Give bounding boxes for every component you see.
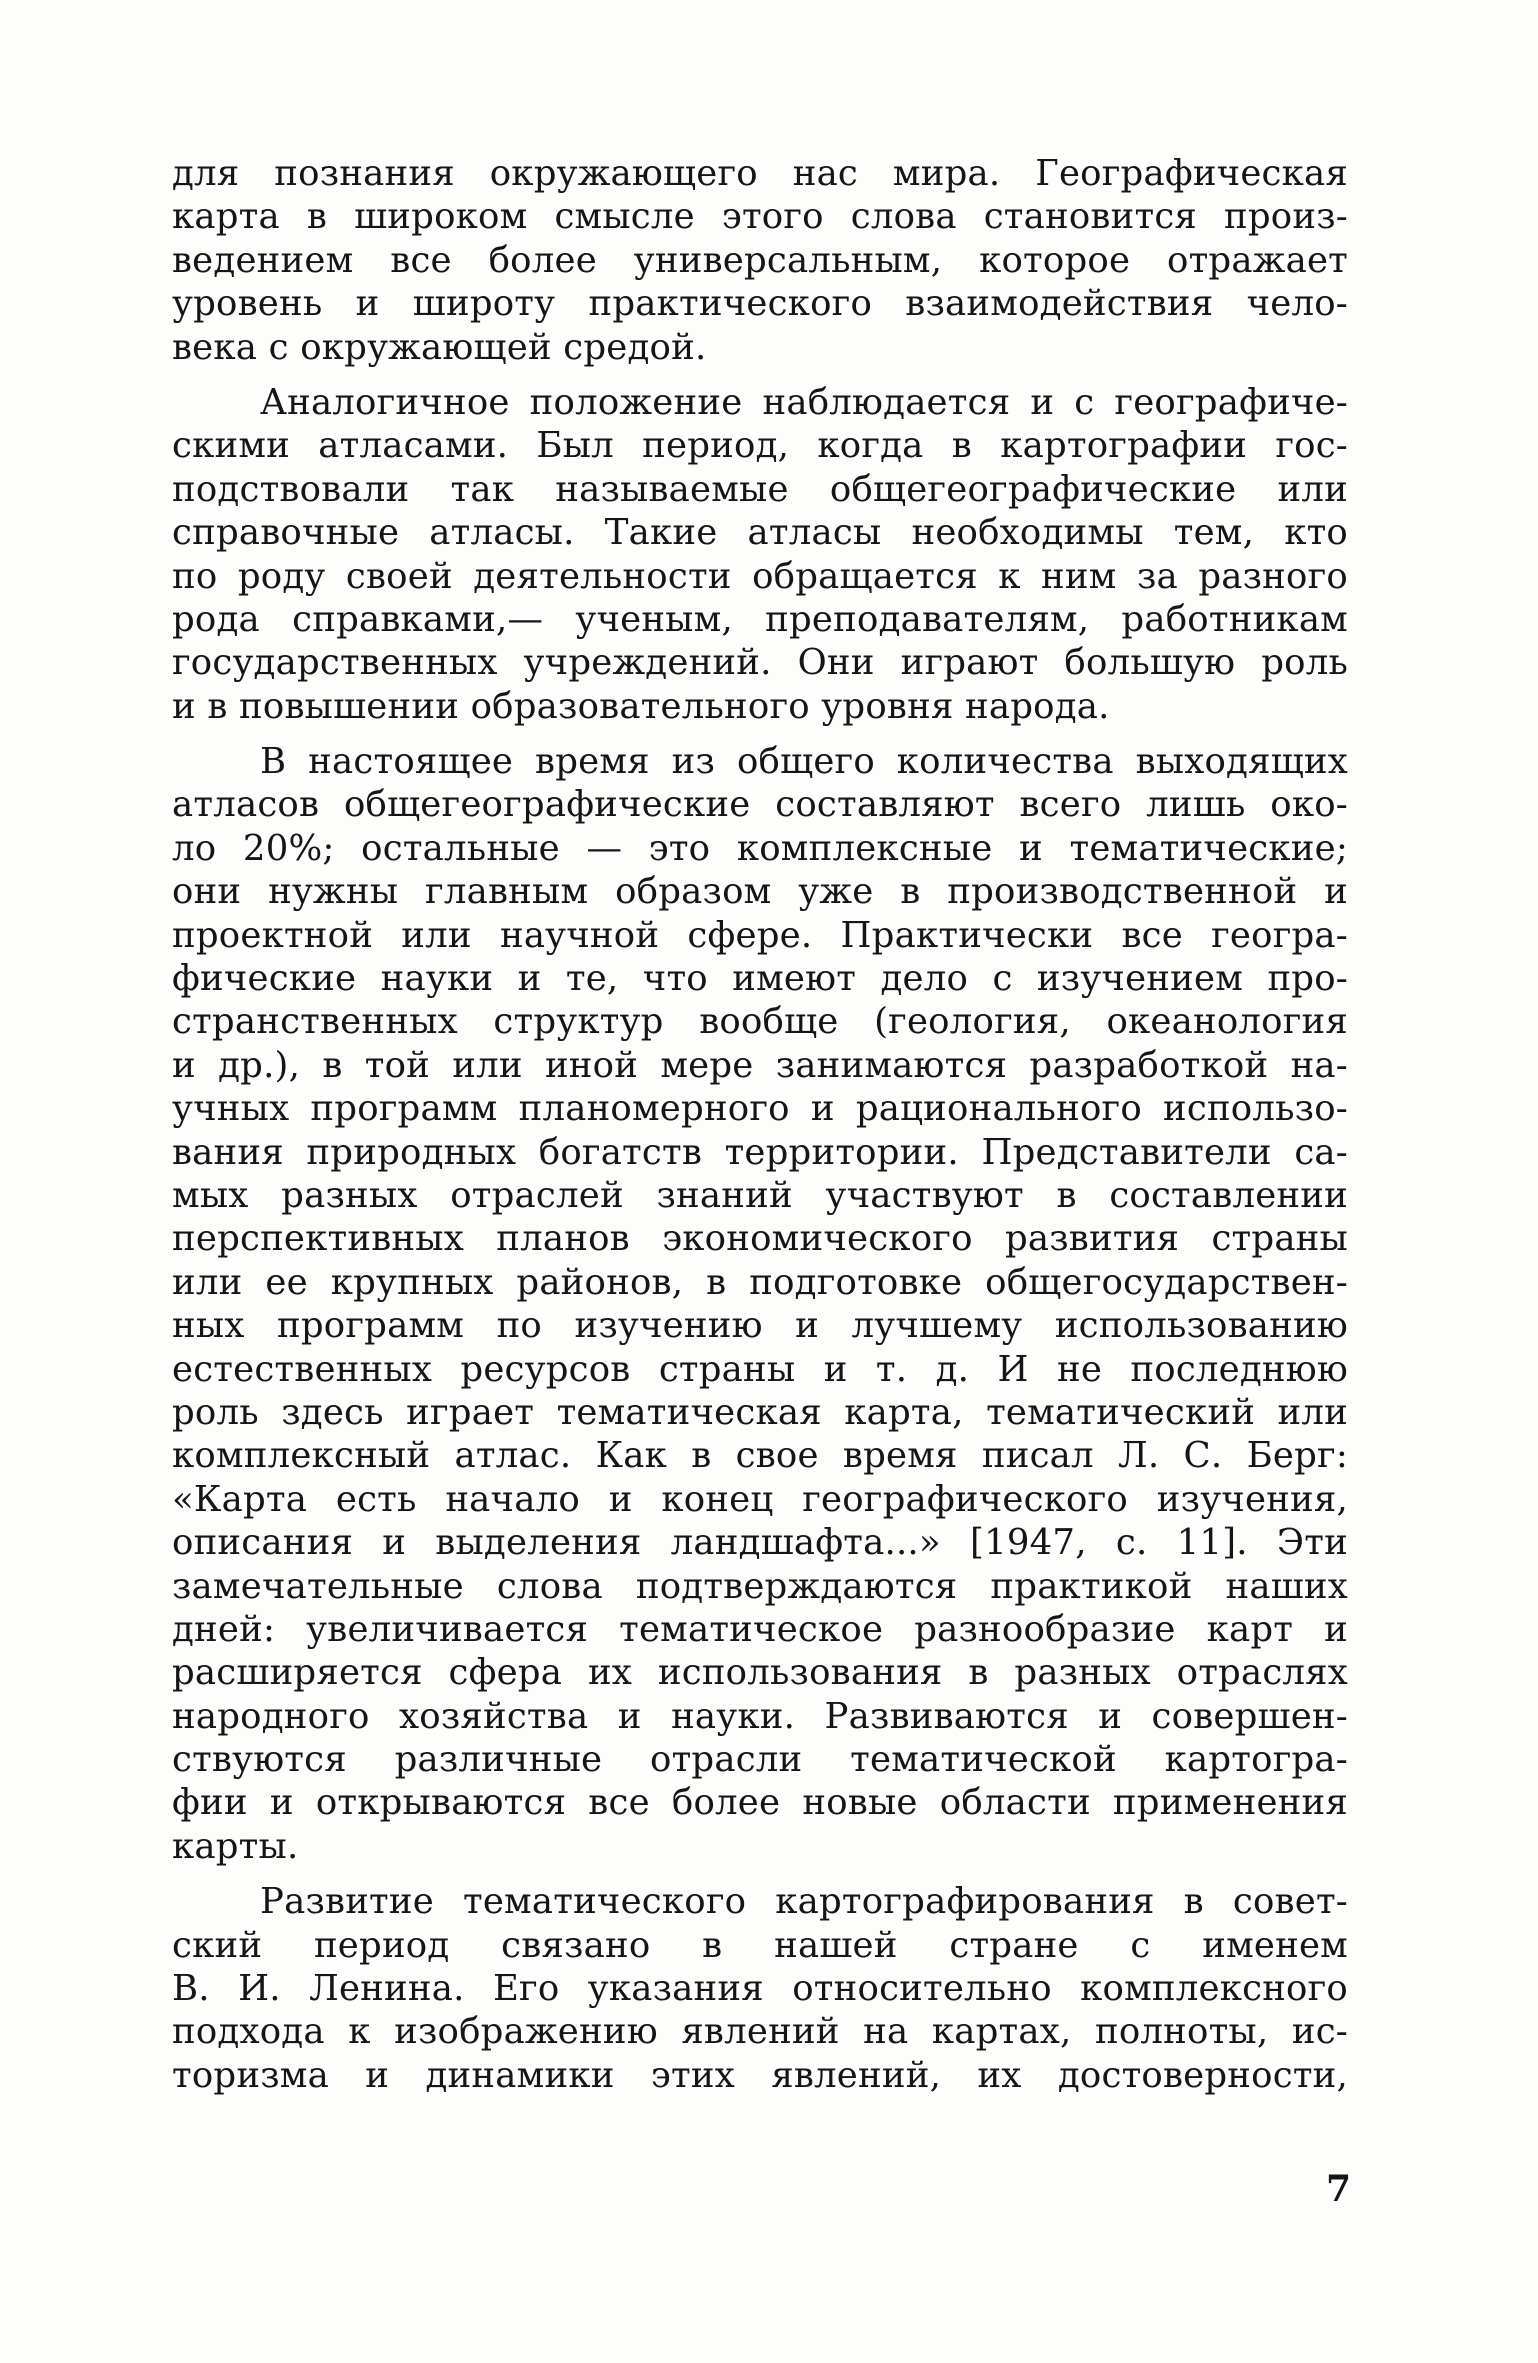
- paragraph-4: [172, 1880, 1348, 2097]
- text-line: фии и открываются все более новые области применения: [172, 1782, 1348, 1824]
- text-line: «Карта есть начало и конец географического изучения,: [172, 1478, 1348, 1520]
- text-line: учных программ планомерного и рационального использо-: [172, 1088, 1348, 1130]
- text-line: В настоящее время из общего количества выходящих: [260, 741, 1348, 783]
- text-line: перспективных планов экономического развития страны: [172, 1218, 1348, 1260]
- text-line: проектной или научной сфере. Практически все геогра-: [172, 914, 1348, 956]
- text-line: странственных структур вообще (геология, океанология: [172, 1001, 1348, 1043]
- text-line: рода справками,— ученым, преподавателям, работникам: [172, 598, 1348, 640]
- page-number: 7: [1326, 2168, 1352, 2210]
- text-line: скими атласами. Был период, когда в картографии гос-: [172, 425, 1348, 467]
- text-line: торизма и динамики этих явлений, их достоверности,: [172, 2054, 1348, 2096]
- text-line: дней: увеличивается тематическое разнообразие карт и: [172, 1608, 1348, 1650]
- paragraph-2: [172, 381, 1348, 728]
- text-line: века с окружающей средой.: [172, 326, 707, 368]
- text-line: мых разных отраслей знаний участвуют в составлении: [172, 1174, 1348, 1216]
- text-line: атласов общегеографические составляют всего лишь око-: [172, 784, 1348, 826]
- text-line: В. И. Ленина. Его указания относительно комплексного: [172, 1968, 1348, 2010]
- text-line: ведением все более универсальным, которое отражает: [172, 239, 1348, 281]
- text-line: и в повышении образовательного уровня народа.: [172, 685, 1110, 727]
- text-line: фические науки и те, что имеют дело с изучением про-: [172, 958, 1348, 1000]
- text-line: вания природных богатств территории. Представители са-: [172, 1131, 1348, 1173]
- text-line: и др.), в той или иной мере занимаются разработкой на-: [172, 1044, 1348, 1086]
- text-line: карта в широком смысле этого слова становится произ-: [172, 196, 1348, 238]
- text-line: комплексный атлас. Как в свое время писал Л. С. Берг:: [172, 1435, 1348, 1477]
- text-line: Аналогичное положение наблюдается и с географиче-: [260, 381, 1348, 423]
- text-line: подхода к изображению явлений на картах, полноты, ис-: [172, 2011, 1348, 2053]
- text-line: ствуются различные отрасли тематической картогра-: [172, 1739, 1348, 1781]
- text-line: Развитие тематического картографирования в совет-: [260, 1881, 1348, 1923]
- text-line: роль здесь играет тематическая карта, тематический или: [172, 1391, 1348, 1433]
- text-line: описания и выделения ландшафта...» [1947, с. 11]. Эти: [172, 1522, 1348, 1564]
- text-line: естественных ресурсов страны и т. д. И не последнюю: [172, 1348, 1348, 1390]
- text-line: народного хозяйства и науки. Развиваются и совершен-: [172, 1695, 1348, 1737]
- text-line: расширяется сфера их использования в разных отраслях: [172, 1652, 1348, 1694]
- text-line: по роду своей деятельности обращается к ним за разного: [172, 555, 1348, 597]
- text-line: для познания окружающего нас мира. Географическая: [172, 153, 1348, 194]
- body-text: [172, 152, 1348, 2097]
- text-line: замечательные слова подтверждаются практикой наших: [172, 1565, 1348, 1607]
- text-line: ский период связано в нашей стране с именем: [172, 1924, 1348, 1966]
- text-line: или ее крупных районов, в подготовке общегосударствен-: [172, 1261, 1348, 1303]
- text-line: карты.: [172, 1825, 299, 1867]
- text-line: ло 20%; остальные — это комплексные и тематические;: [172, 827, 1348, 869]
- text-line: государственных учреждений. Они играют большую роль: [172, 642, 1348, 684]
- text-line: они нужны главным образом уже в производственной и: [172, 871, 1348, 913]
- paragraph-1: [172, 152, 1348, 369]
- text-line: справочные атласы. Такие атласы необходимы тем, кто: [172, 512, 1348, 554]
- text-line: уровень и широту практического взаимодействия чело-: [172, 283, 1348, 325]
- text-line: ных программ по изучению и лучшему использованию: [172, 1305, 1348, 1347]
- text-line: подствовали так называемые общегеографические или: [172, 468, 1348, 510]
- paragraph-3: [172, 740, 1348, 1868]
